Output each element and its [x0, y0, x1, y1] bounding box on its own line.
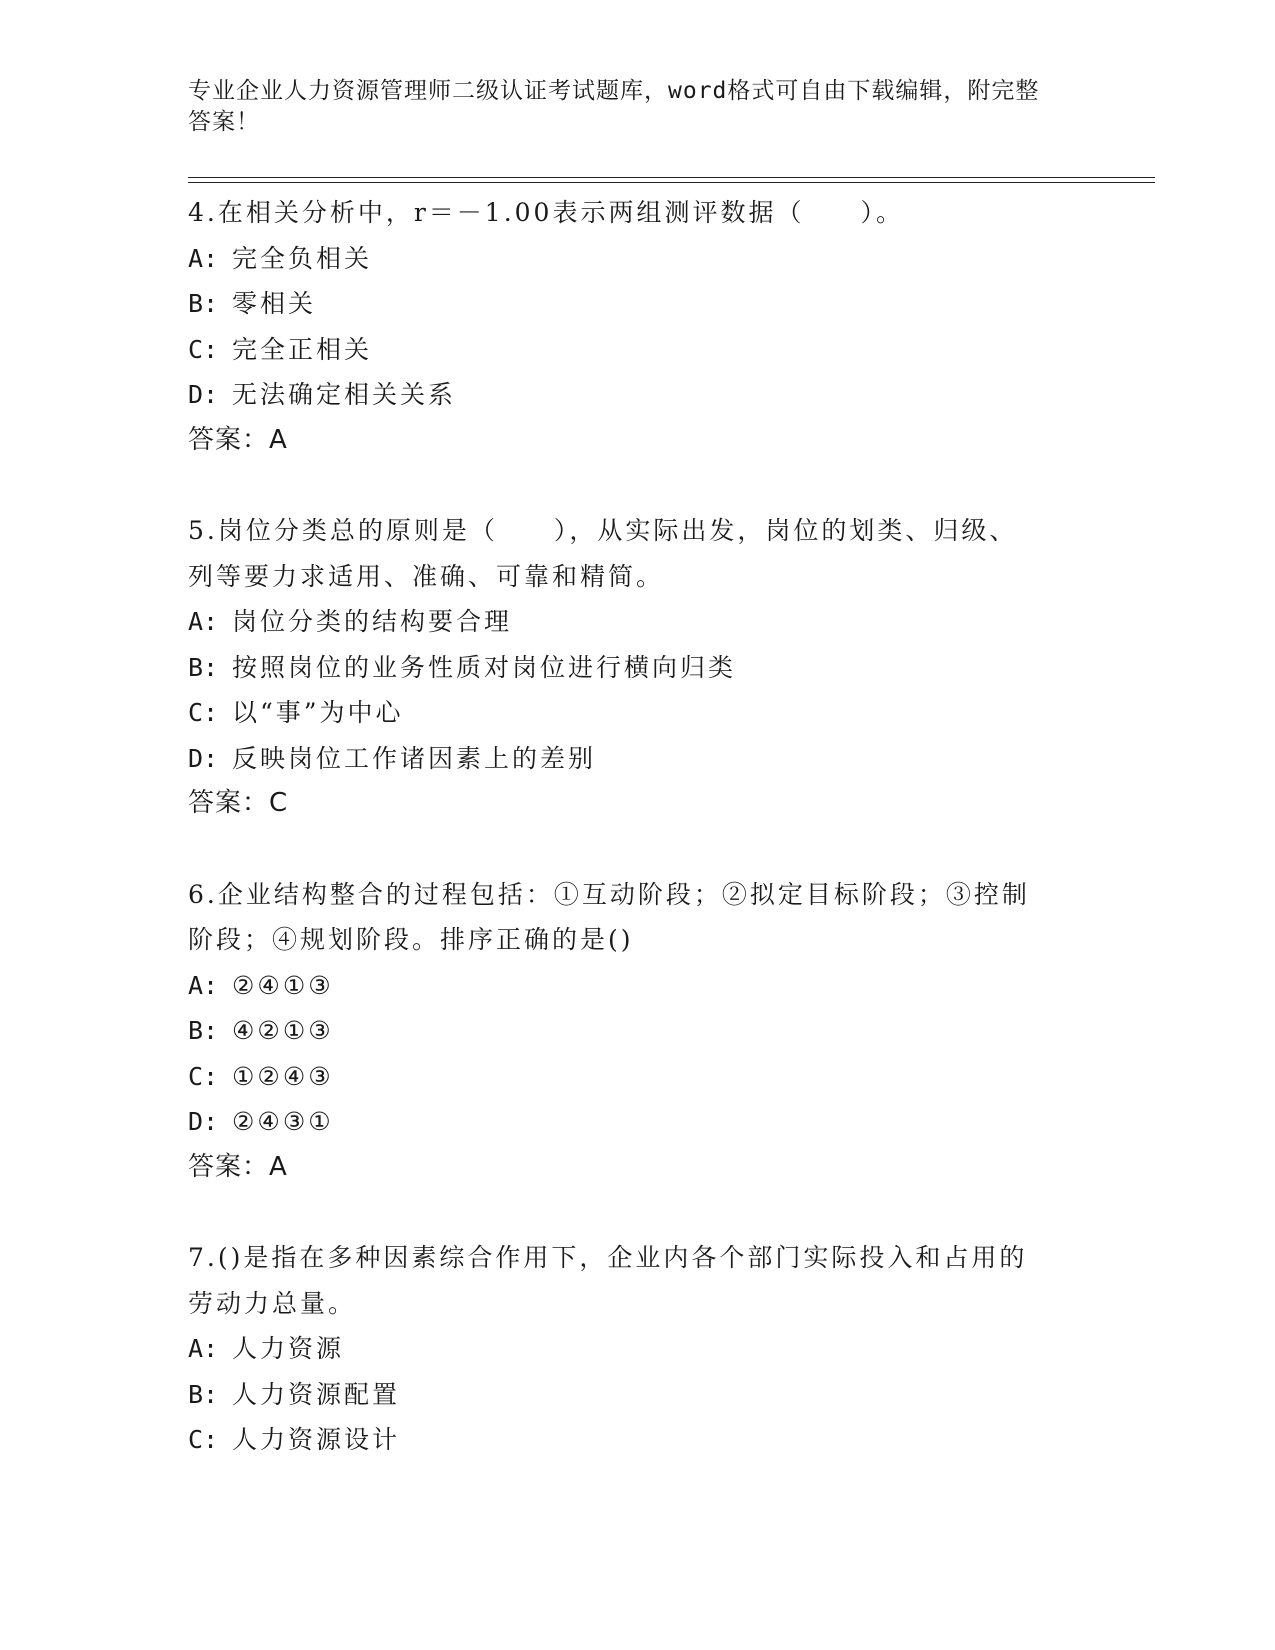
option-letter: D:: [188, 743, 219, 773]
option-letter: C:: [188, 698, 219, 727]
option-text: 反映岗位工作诸因素上的差别: [232, 743, 597, 773]
option-letter: A:: [188, 1334, 219, 1363]
option-letter: B:: [188, 1016, 219, 1045]
option-a: [188, 236, 1088, 282]
option-a: [188, 1326, 1088, 1372]
option-letter: B:: [188, 1379, 219, 1409]
option-letter: C:: [188, 1425, 219, 1454]
option-text: 完全负相关: [232, 243, 373, 273]
option-letter: C:: [188, 334, 219, 364]
option-a: [188, 963, 1088, 1009]
question-stem-line-2: 劳动力总量。: [188, 1288, 357, 1318]
option-text: 无法确定相关关系: [232, 380, 457, 409]
option-text: ②④①③: [232, 970, 334, 1000]
option-letter: C:: [188, 1061, 219, 1091]
option-c: [188, 1417, 1088, 1463]
option-b: [188, 1372, 1088, 1418]
option-a: [188, 599, 1088, 645]
option-b: [188, 1008, 1088, 1054]
document-header: [188, 76, 1088, 138]
header-divider-top: [188, 177, 1155, 178]
option-text: ②④③①: [232, 1107, 334, 1136]
option-text: 人力资源: [232, 1334, 345, 1363]
question-6: [188, 872, 1088, 1191]
option-text: 以“事”为中心: [232, 698, 404, 727]
question-7: [188, 1235, 1088, 1463]
answer-line: 答案：C: [188, 788, 289, 818]
question-stem-line-2: 列等要力求适用、准确、可靠和精简。: [188, 561, 665, 591]
header-divider-bottom: [188, 182, 1155, 183]
question-stem-line-2: 阶段；④规划阶段。排序正确的是(): [188, 925, 634, 954]
option-letter: D:: [188, 1107, 219, 1136]
option-text: 完全正相关: [232, 334, 373, 364]
option-d: [188, 1099, 1088, 1145]
option-text: 人力资源配置: [232, 1379, 401, 1409]
option-text: ①②④③: [232, 1061, 334, 1091]
answer-line: 答案：A: [188, 424, 288, 455]
question-stem-line-1: 6.企业结构整合的过程包括：①互动阶段；②拟定目标阶段；③控制: [188, 879, 1030, 909]
option-letter: A:: [188, 970, 219, 1000]
option-text: ④②①③: [232, 1016, 334, 1045]
option-letter: B:: [188, 652, 219, 682]
answer-line: 答案：A: [188, 1151, 288, 1182]
option-letter: B:: [188, 289, 219, 318]
option-letter: D:: [188, 380, 219, 409]
option-text: 岗位分类的结构要合理: [232, 607, 513, 636]
question-stem-line-1: 5.岗位分类总的原则是（ ），从实际出发，岗位的划类、归级、: [188, 516, 1018, 545]
question-list: [188, 190, 1088, 1463]
option-d: [188, 736, 1088, 782]
question-stem: 4.在相关分析中，r＝－1.00表示两组测评数据（ ）。: [188, 198, 904, 227]
option-text: 按照岗位的业务性质对岗位进行横向归类: [232, 652, 737, 682]
header-line-1: 专业企业人力资源管理师二级认证考试题库，word格式可自由下载编辑，附完整: [188, 78, 1040, 104]
option-b: [188, 281, 1088, 327]
option-c: [188, 1054, 1088, 1100]
option-b: [188, 645, 1088, 691]
question-stem-line-1: 7.()是指在多种因素综合作用下，企业内各个部门实际投入和占用的: [188, 1243, 1028, 1272]
option-d: [188, 372, 1088, 418]
question-4: [188, 190, 1088, 463]
option-letter: A:: [188, 243, 219, 273]
question-5: [188, 508, 1088, 827]
option-c: [188, 327, 1088, 373]
option-c: [188, 690, 1088, 736]
option-text: 人力资源设计: [232, 1425, 401, 1454]
option-text: 零相关: [232, 289, 317, 318]
header-line-2: 答案！: [188, 109, 260, 135]
option-letter: A:: [188, 607, 219, 636]
